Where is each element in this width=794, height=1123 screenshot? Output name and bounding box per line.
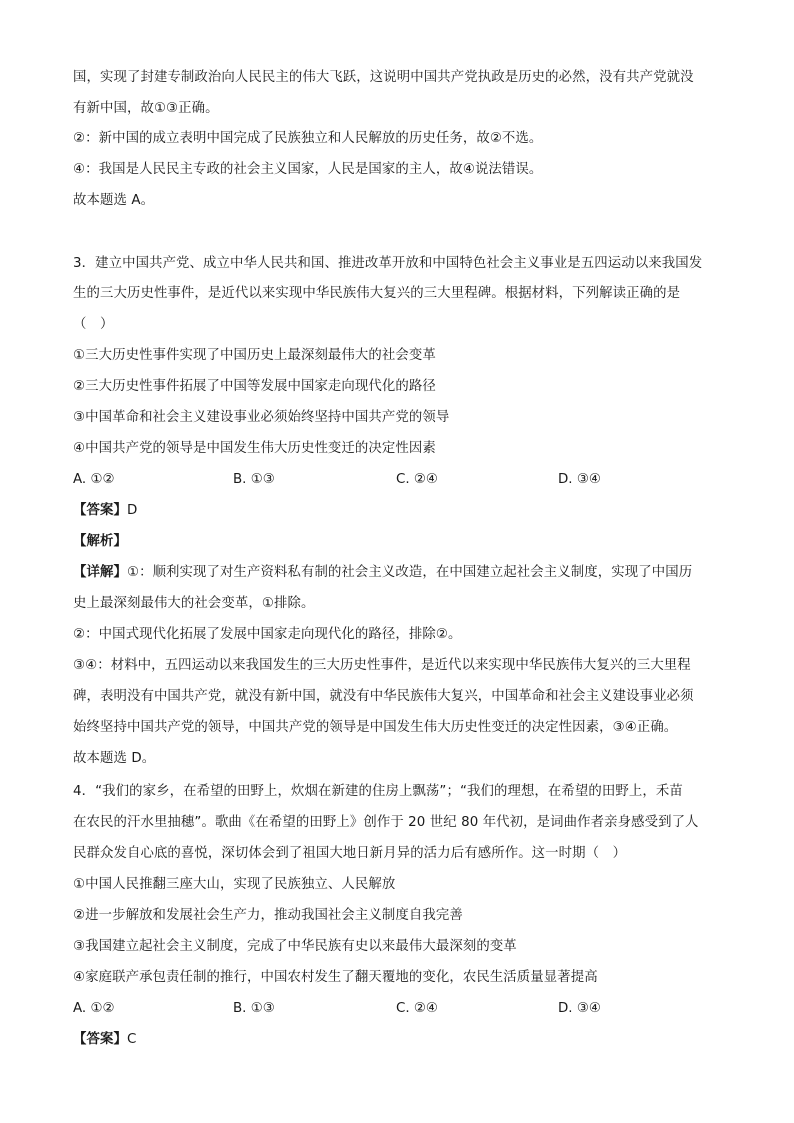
question-4-item: ①中国人民推翻三座大山，实现了民族独立、人民解放 bbox=[73, 877, 396, 892]
detail-line: 故本题选 D。 bbox=[73, 751, 156, 766]
question-3-item: ③中国革命和社会主义建设事业必须始终坚持中国共产党的领导 bbox=[73, 410, 450, 425]
question-4-option-c: C. ②④ bbox=[396, 1001, 438, 1016]
question-4-option-d: D. ③④ bbox=[558, 1001, 601, 1016]
question-4-stem: 4．“我们的家乡，在希望的田野上，炊烟在新建的住房上飘荡”；“我们的理想，在希望的田野上，禾苗 bbox=[73, 784, 683, 799]
question-3-item: ①三大历史性事件实现了中国历史上最深刻最伟大的社会变革 bbox=[73, 348, 436, 363]
analysis-label: 【解析】 bbox=[73, 534, 127, 549]
question-4-item: ③我国建立起社会主义制度，完成了中华民族有史以来最伟大最深刻的变革 bbox=[73, 939, 517, 954]
question-3-stem: 生的三大历史性事件，是近代以来实现中华民族伟大复兴的三大里程碑。根据材料，下列解读正确的是 bbox=[73, 286, 681, 301]
question-3-option-a: A. ①② bbox=[73, 472, 115, 487]
detail-line: 始终坚持中国共产党的领导，中国共产党的领导是中国发生伟大历史性变迁的决定性因素，③④正确。 bbox=[73, 720, 678, 735]
text-line: ②：新中国的成立表明中国完成了民族独立和人民解放的历史任务，故②不选。 bbox=[73, 131, 543, 146]
question-4-stem: 在农民的汗水里抽穗”。歌曲《在希望的田野上》创作于 20 世纪 80 年代初，是词曲作者亲身感受到了人 bbox=[73, 815, 699, 830]
question-3-option-d: D. ③④ bbox=[558, 472, 601, 487]
detail-text: ①：顺利实现了对生产资料私有制的社会主义改造，在中国建立起社会主义制度，实现了中国历 bbox=[126, 565, 693, 580]
answer-label: 【答案】 bbox=[73, 1032, 127, 1047]
question-4-item: ②进一步解放和发展社会生产力，推动我国社会主义制度自我完善 bbox=[73, 908, 463, 923]
question-4-stem: 民群众发自心底的喜悦，深切体会到了祖国大地日新月异的活力后有感所作。这一时期（ ） bbox=[73, 846, 627, 861]
question-3-item: ②三大历史性事件拓展了中国等发展中国家走向现代化的路径 bbox=[73, 379, 436, 394]
text-line: 故本题选 A。 bbox=[73, 193, 155, 208]
question-4-option-b: B. ①③ bbox=[233, 1001, 275, 1016]
question-3-item: ④中国共产党的领导是中国发生伟大历史性变迁的决定性因素 bbox=[73, 441, 436, 456]
question-4-option-a: A. ①② bbox=[73, 1001, 115, 1016]
text-line: 国，实现了封建专制政治向人民民主的伟大飞跃，这说明中国共产党执政是历史的必然，没有共产党就没 bbox=[73, 70, 694, 85]
question-3-option-c: C. ②④ bbox=[396, 472, 438, 487]
detail-line: 碑，表明没有中国共产党，就没有新中国，就没有中华民族伟大复兴，中国革命和社会主义建设事业必须 bbox=[73, 689, 694, 704]
detail-line: ②：中国式现代化拓展了发展中国家走向现代化的路径，排除②。 bbox=[73, 627, 462, 642]
detail-line: 史上最深刻最伟大的社会变革，①排除。 bbox=[73, 596, 315, 611]
question-3-blank: （ ） bbox=[73, 317, 114, 332]
question-3-stem: 3．建立中国共产党、成立中华人民共和国、推进改革开放和中国特色社会主义事业是五四运动以来我国发 bbox=[73, 256, 703, 271]
answer-label: 【答案】 bbox=[73, 503, 127, 518]
question-3-answer bbox=[73, 502, 733, 520]
detail-line: ③④：材料中，五四运动以来我国发生的三大历史性事件，是近代以来实现中华民族伟大复兴的三大里程 bbox=[73, 658, 691, 673]
text-line: 有新中国，故①③正确。 bbox=[73, 101, 219, 116]
detail-label: 【详解】 bbox=[73, 565, 127, 580]
detail-line bbox=[73, 564, 733, 582]
question-3-option-b: B. ①③ bbox=[233, 472, 275, 487]
answer-value: D bbox=[126, 503, 138, 518]
question-4-answer bbox=[73, 1031, 733, 1049]
text-line: ④：我国是人民民主专政的社会主义国家，人民是国家的主人，故④说法错误。 bbox=[73, 162, 543, 177]
question-4-item: ④家庭联产承包责任制的推行，中国农村发生了翻天覆地的变化，农民生活质量显著提高 bbox=[73, 970, 598, 985]
answer-value: C bbox=[126, 1032, 137, 1047]
